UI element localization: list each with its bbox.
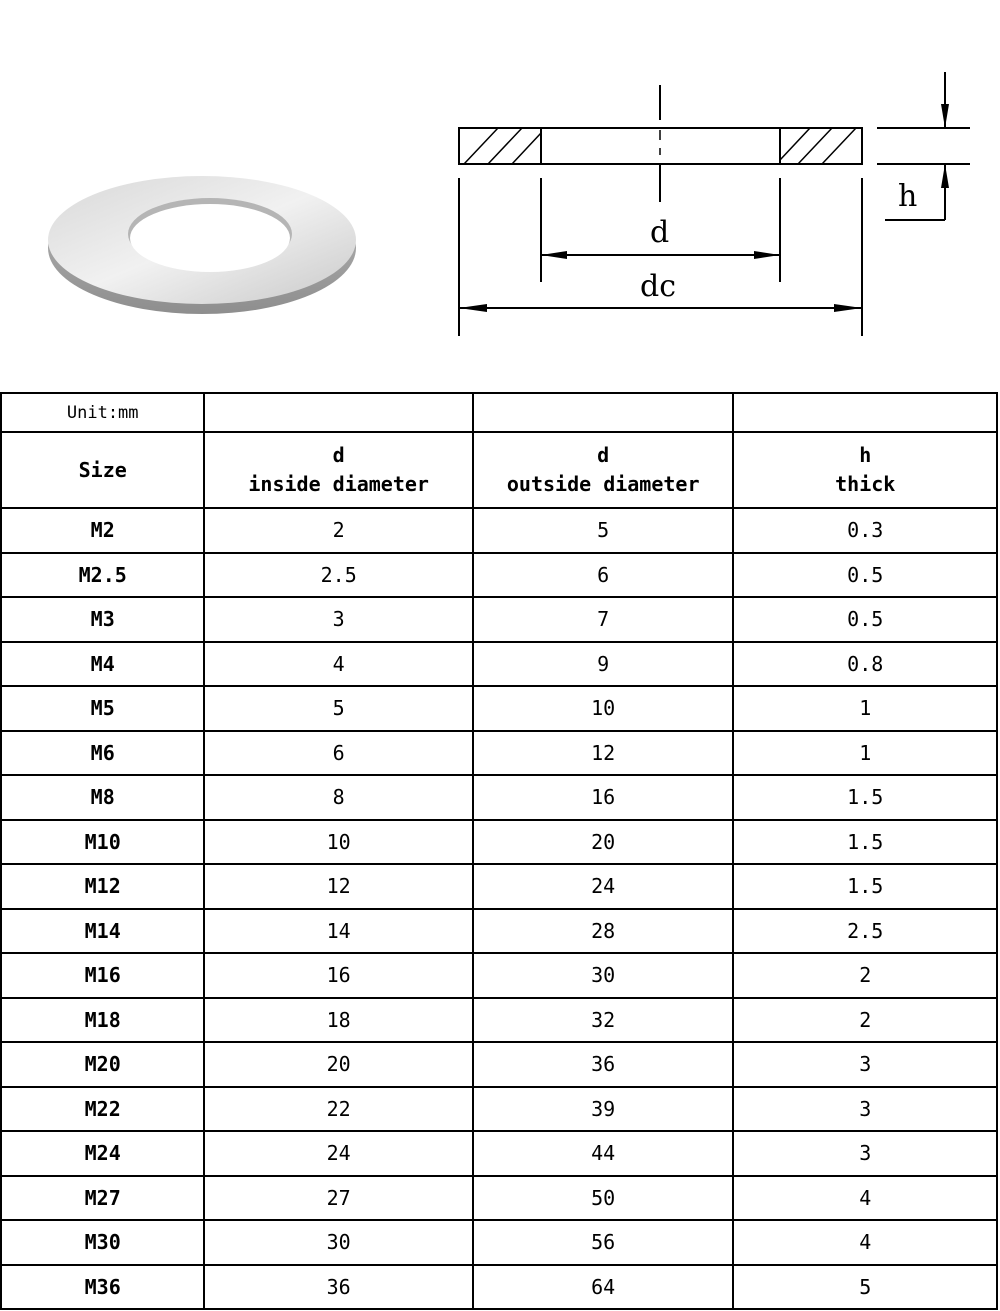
thickness-cell: 3	[733, 1042, 997, 1087]
table-row	[1, 1087, 997, 1132]
table-row	[1, 909, 997, 954]
outside-diameter-cell: 44	[473, 1131, 734, 1176]
unit-row	[1, 393, 997, 432]
thickness-cell: 3	[733, 1131, 997, 1176]
inside-diameter-cell: 14	[204, 909, 473, 954]
product-header	[0, 0, 1000, 392]
header-inside-diameter: d inside diameter	[204, 432, 473, 508]
washer-photo	[40, 160, 370, 320]
table-row	[1, 1042, 997, 1087]
outside-diameter-cell: 16	[473, 775, 734, 820]
inside-diameter-cell: 5	[204, 686, 473, 731]
table-row	[1, 553, 997, 598]
outside-diameter-cell: 9	[473, 642, 734, 687]
table-row	[1, 597, 997, 642]
inside-diameter-cell: 10	[204, 820, 473, 865]
thickness-cell: 4	[733, 1220, 997, 1265]
thickness-cell: 1.5	[733, 820, 997, 865]
size-cell: M27	[1, 1176, 204, 1221]
thickness-cell: 2	[733, 998, 997, 1043]
header-size: Size	[1, 432, 204, 508]
inside-diameter-cell: 20	[204, 1042, 473, 1087]
inside-diameter-cell: 18	[204, 998, 473, 1043]
table-row	[1, 731, 997, 776]
inside-diameter-cell: 30	[204, 1220, 473, 1265]
thickness-cell: 0.3	[733, 508, 997, 553]
outside-diameter-cell: 50	[473, 1176, 734, 1221]
table-row	[1, 1176, 997, 1221]
inside-diameter-cell: 22	[204, 1087, 473, 1132]
size-cell: M24	[1, 1131, 204, 1176]
table-row	[1, 508, 997, 553]
size-cell: M6	[1, 731, 204, 776]
inside-diameter-cell: 6	[204, 731, 473, 776]
outside-diameter-label: dc	[640, 269, 677, 304]
header-thickness: h thick	[733, 432, 997, 508]
outside-diameter-cell: 20	[473, 820, 734, 865]
table-row	[1, 775, 997, 820]
thickness-cell: 1	[733, 731, 997, 776]
table-row	[1, 1131, 997, 1176]
size-cell: M14	[1, 909, 204, 954]
size-cell: M20	[1, 1042, 204, 1087]
table-row	[1, 998, 997, 1043]
outside-diameter-cell: 64	[473, 1265, 734, 1310]
thickness-cell: 0.5	[733, 553, 997, 598]
table-row	[1, 642, 997, 687]
outside-diameter-cell: 7	[473, 597, 734, 642]
table-row	[1, 820, 997, 865]
inside-diameter-label: d	[650, 215, 670, 250]
thickness-cell: 1.5	[733, 864, 997, 909]
outside-diameter-cell: 12	[473, 731, 734, 776]
outside-diameter-cell: 5	[473, 508, 734, 553]
inside-diameter-cell: 2.5	[204, 553, 473, 598]
washer-cross-section-diagram	[440, 60, 1000, 360]
table-row	[1, 953, 997, 998]
thickness-label: h	[898, 179, 918, 214]
outside-diameter-cell: 56	[473, 1220, 734, 1265]
size-cell: M3	[1, 597, 204, 642]
table-row	[1, 1265, 997, 1310]
size-cell: M8	[1, 775, 204, 820]
unit-label: Unit:mm	[1, 393, 204, 432]
size-cell: M2.5	[1, 553, 204, 598]
outside-diameter-cell: 39	[473, 1087, 734, 1132]
inside-diameter-cell: 12	[204, 864, 473, 909]
outside-diameter-cell: 28	[473, 909, 734, 954]
inside-diameter-cell: 16	[204, 953, 473, 998]
size-cell: M16	[1, 953, 204, 998]
thickness-cell: 3	[733, 1087, 997, 1132]
size-cell: M12	[1, 864, 204, 909]
thickness-cell: 5	[733, 1265, 997, 1310]
thickness-cell: 4	[733, 1176, 997, 1221]
size-cell: M18	[1, 998, 204, 1043]
thickness-cell: 1	[733, 686, 997, 731]
outside-diameter-cell: 36	[473, 1042, 734, 1087]
table-row	[1, 1220, 997, 1265]
size-cell: M4	[1, 642, 204, 687]
inside-diameter-cell: 2	[204, 508, 473, 553]
size-cell: M2	[1, 508, 204, 553]
outside-diameter-cell: 30	[473, 953, 734, 998]
outside-diameter-cell: 6	[473, 553, 734, 598]
inside-diameter-cell: 27	[204, 1176, 473, 1221]
inside-diameter-cell: 24	[204, 1131, 473, 1176]
inside-diameter-cell: 8	[204, 775, 473, 820]
inside-diameter-cell: 3	[204, 597, 473, 642]
inside-diameter-cell: 36	[204, 1265, 473, 1310]
size-cell: M10	[1, 820, 204, 865]
thickness-cell: 2	[733, 953, 997, 998]
table-row	[1, 686, 997, 731]
table-row	[1, 864, 997, 909]
size-cell: M36	[1, 1265, 204, 1310]
thickness-cell: 1.5	[733, 775, 997, 820]
size-cell: M22	[1, 1087, 204, 1132]
outside-diameter-cell: 32	[473, 998, 734, 1043]
size-cell: M5	[1, 686, 204, 731]
thickness-cell: 2.5	[733, 909, 997, 954]
outside-diameter-cell: 24	[473, 864, 734, 909]
outside-diameter-cell: 10	[473, 686, 734, 731]
thickness-cell: 0.8	[733, 642, 997, 687]
header-outside-diameter: d outside diameter	[473, 432, 734, 508]
inside-diameter-cell: 4	[204, 642, 473, 687]
thickness-cell: 0.5	[733, 597, 997, 642]
header-row	[1, 432, 997, 508]
washer-size-table	[0, 392, 998, 1310]
size-cell: M30	[1, 1220, 204, 1265]
